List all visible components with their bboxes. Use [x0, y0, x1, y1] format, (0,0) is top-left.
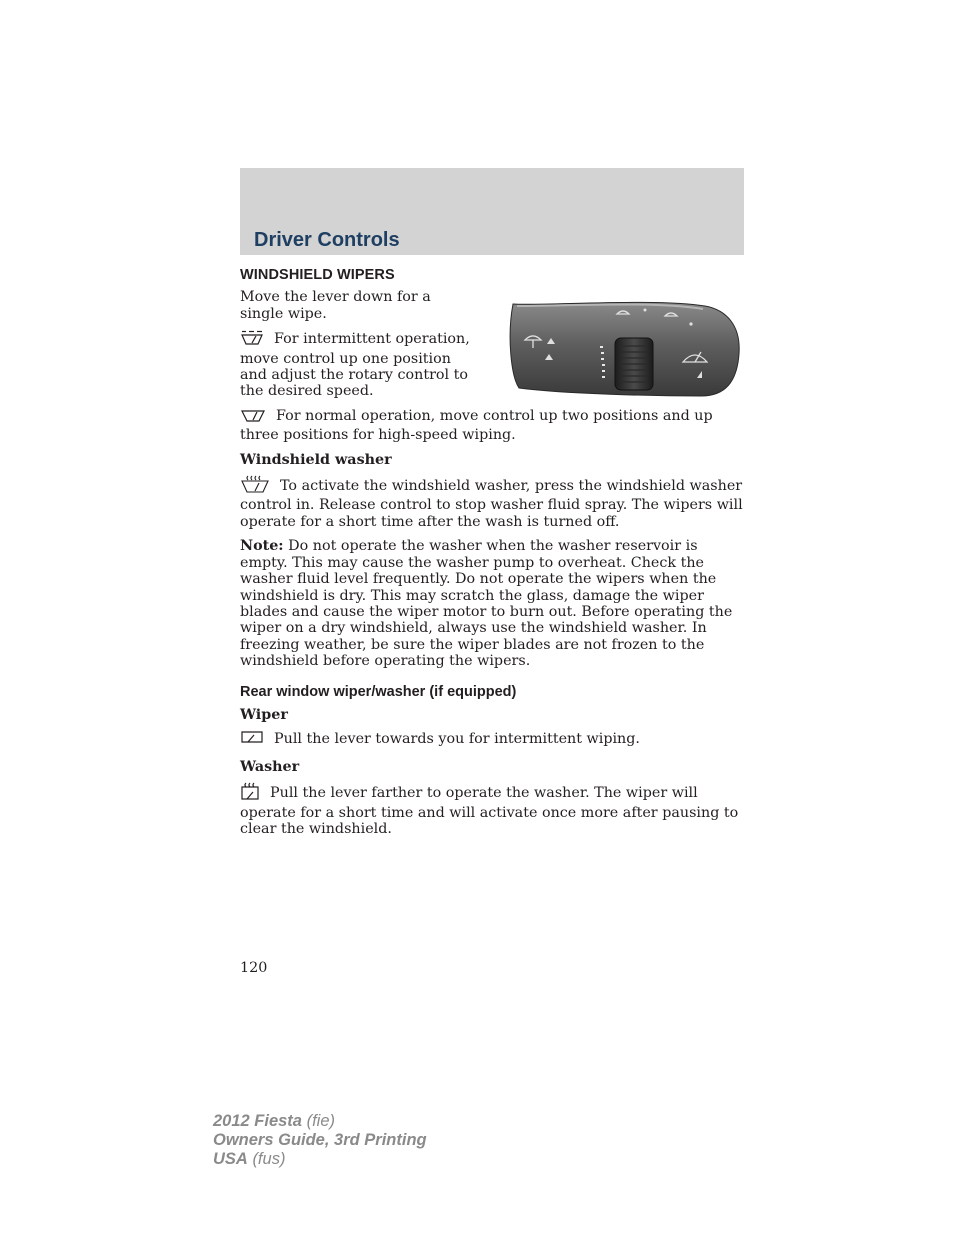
intermittent-paragraph	[240, 330, 476, 400]
intermittent-text: For intermittent operation, move control up one position and adjust the rotary control to the desired speed.	[240, 331, 470, 400]
page-number: 120	[240, 960, 268, 976]
normal-paragraph	[240, 408, 746, 444]
washer-text: To activate the windshield washer, press the windshield washer control in. Release control to stop washer fluid spray. The wipers will operate for a short time after the wash is turned off.	[240, 478, 743, 530]
footer-market: USA	[213, 1150, 248, 1168]
rear-washer-text: Pull the lever farther to operate the washer. The wiper will operate for a short time and will activate once more after pausing to clear the windshield.	[240, 785, 739, 837]
wiper-intermittent-icon	[240, 330, 264, 350]
section-title: Driver Controls	[254, 229, 400, 251]
windshield-washer-icon	[240, 475, 270, 497]
footer-line-3	[213, 1150, 427, 1169]
section-header-band	[240, 168, 744, 255]
note-label: Note:	[240, 538, 284, 555]
wiper-subheading: Wiper	[240, 706, 288, 723]
washer-subheading: Washer	[240, 758, 300, 775]
page-content	[240, 267, 746, 845]
normal-text: For normal operation, move control up two positions and up three positions for high-speed wiping.	[240, 407, 713, 444]
single-wipe-paragraph: Move the lever down for a single wipe.	[240, 289, 431, 322]
note-paragraph	[240, 538, 746, 669]
document-footer	[213, 1112, 427, 1169]
wiper-normal-icon	[240, 409, 266, 427]
rear-washer-icon	[240, 782, 260, 804]
rear-wiper-icon	[240, 730, 264, 750]
rear-wiper-text: Pull the lever towards you for intermittent wiping.	[274, 731, 640, 748]
washer-paragraph	[240, 475, 746, 530]
footer-line-2	[213, 1131, 427, 1150]
footer-guide: Owners Guide, 3rd Printing	[213, 1131, 427, 1149]
footer-model-code: (fie)	[306, 1112, 335, 1130]
rear-wiper-heading: Rear window wiper/washer (if equipped)	[240, 683, 517, 700]
footer-market-code: (fus)	[252, 1150, 286, 1168]
rear-washer-paragraph	[240, 782, 746, 837]
windshield-wipers-heading: WINDSHIELD WIPERS	[240, 267, 395, 283]
footer-model: 2012 Fiesta	[213, 1112, 302, 1130]
note-text: Do not operate the washer when the washer reservoir is empty. This may cause the washer pump to overheat. Check the washer fluid level frequently. Do not operate the wipers when the windshield is dry. This may scratch the glass, damage the wiper blades and cause the wiper motor to burn out. Before operating the wiper on a dry windshield, always use the windshield washer. In freezing weather, be sure the wiper blades are not frozen to the windshield before operating the wipers.	[240, 538, 733, 670]
windshield-washer-heading: Windshield washer	[240, 451, 392, 468]
footer-line-1	[213, 1112, 427, 1131]
rear-wiper-paragraph	[240, 730, 746, 750]
